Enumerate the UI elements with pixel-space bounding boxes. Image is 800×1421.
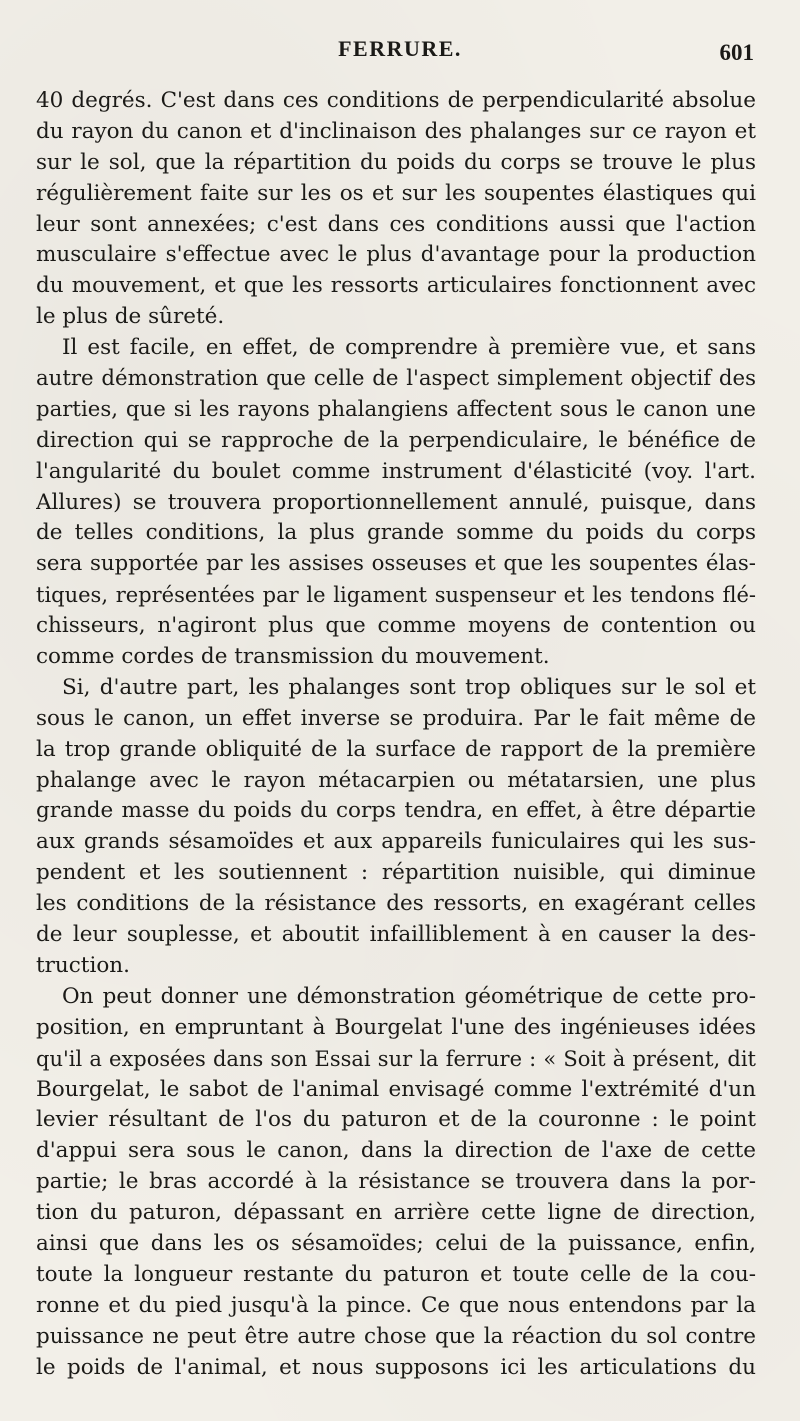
text-line: puissance ne peut être autre chose que la réaction du sol contre	[36, 1323, 756, 1349]
text-line: grande masse du poids du corps tendra, en effet, à être départie	[36, 798, 756, 824]
text-line: aux grands sésamoïdes et aux appareils funiculaires qui les sus-	[36, 829, 756, 855]
text-line: le poids de l'animal, et nous supposons ici les articulations du	[36, 1354, 756, 1380]
text-line: Allures) se trouvera proportionnellement annulé, puisque, dans	[36, 489, 756, 515]
text-line: chisseurs, n'agiront plus que comme moyens de contention ou	[36, 613, 756, 639]
text-line: tiques, représentées par le ligament suspenseur et les tendons flé-	[36, 583, 756, 608]
text-line: autre démonstration que celle de l'aspect simplement objectif des	[36, 366, 756, 392]
text-line: de leur souplesse, et aboutit infailliblement à en causer la des-	[36, 922, 756, 948]
text-line: 40 degrés. C'est dans ces conditions de perpendicularité absolue	[36, 88, 756, 113]
text-line: levier résultant de l'os du paturon et de la couronne : le point	[36, 1107, 756, 1133]
text-line: ainsi que dans les os sésamoïdes; celui de la puissance, enfin,	[36, 1230, 756, 1256]
text-line: sous le canon, un effet inverse se produira. Par le fait même de	[36, 705, 756, 731]
text-line: du mouvement, et que les ressorts articulaires fonctionnent avec	[36, 273, 756, 299]
text-line: de telles conditions, la plus grande somme du poids du corps	[36, 520, 756, 546]
text-line: comme cordes de transmission du mouvement.	[36, 644, 550, 670]
text-line: régulièrement faite sur les os et sur les soupentes élastiques qui	[36, 180, 756, 206]
text-line: d'appui sera sous le canon, dans la direction de l'axe de cette	[36, 1138, 756, 1164]
text-line: sera supportée par les assises osseuses et que les soupentes élas-	[36, 551, 756, 577]
text-line: leur sont annexées; c'est dans ces conditions aussi que l'action	[36, 211, 756, 237]
text-line: direction qui se rapproche de la perpendiculaire, le bénéfice de	[36, 427, 756, 453]
text-line: Bourgelat, le sabot de l'animal envisagé comme l'extrémité d'un	[36, 1076, 756, 1102]
text-line: partie; le bras accordé à la résistance se trouvera dans la por-	[36, 1169, 756, 1195]
text-line: On peut donner une démonstration géométrique de cette pro-	[62, 983, 756, 1009]
text-line: ronne et du pied jusqu'à la pince. Ce que nous entendons par la	[36, 1292, 756, 1318]
text-line: sur le sol, que la répartition du poids du corps se trouve le plus	[36, 149, 756, 175]
text-line: la trop grande obliquité de la surface de rapport de la première	[36, 736, 756, 762]
text-line: les conditions de la résistance des ressorts, en exagérant celles	[36, 891, 756, 917]
text-line: parties, que si les rayons phalangiens affectent sous le canon une	[36, 396, 756, 422]
text-line: truction.	[36, 952, 130, 978]
text-line: qu'il a exposées dans son Essai sur la ferrure : « Soit à présent, dit	[36, 1046, 756, 1071]
running-title: FERRURE.	[338, 36, 462, 61]
text-line: musculaire s'effectue avec le plus d'avantage pour la production	[36, 242, 756, 268]
text-line: position, en empruntant à Bourgelat l'une des ingénieuses idées	[36, 1014, 756, 1040]
text-line: toute la longueur restante du paturon et toute celle de la cou-	[36, 1261, 756, 1287]
body-text	[36, 86, 756, 1383]
page-header	[0, 36, 800, 72]
text-line: du rayon du canon et d'inclinaison des phalanges sur ce rayon et	[36, 118, 756, 144]
page-number: 601	[719, 40, 754, 65]
text-line: l'angularité du boulet comme instrument d'élasticité (voy. l'art.	[36, 458, 756, 484]
text-line: pendent et les soutiennent : répartition nuisible, qui diminue	[36, 860, 756, 886]
text-line: Il est facile, en effet, de comprendre à première vue, et sans	[62, 335, 756, 361]
text-line: le plus de sûreté.	[36, 304, 225, 330]
text-line: phalange avec le rayon métacarpien ou métatarsien, une plus	[36, 767, 756, 793]
text-line: Si, d'autre part, les phalanges sont trop obliques sur le sol et	[62, 674, 756, 700]
text-line: tion du paturon, dépassant en arrière cette ligne de direction,	[36, 1200, 756, 1226]
